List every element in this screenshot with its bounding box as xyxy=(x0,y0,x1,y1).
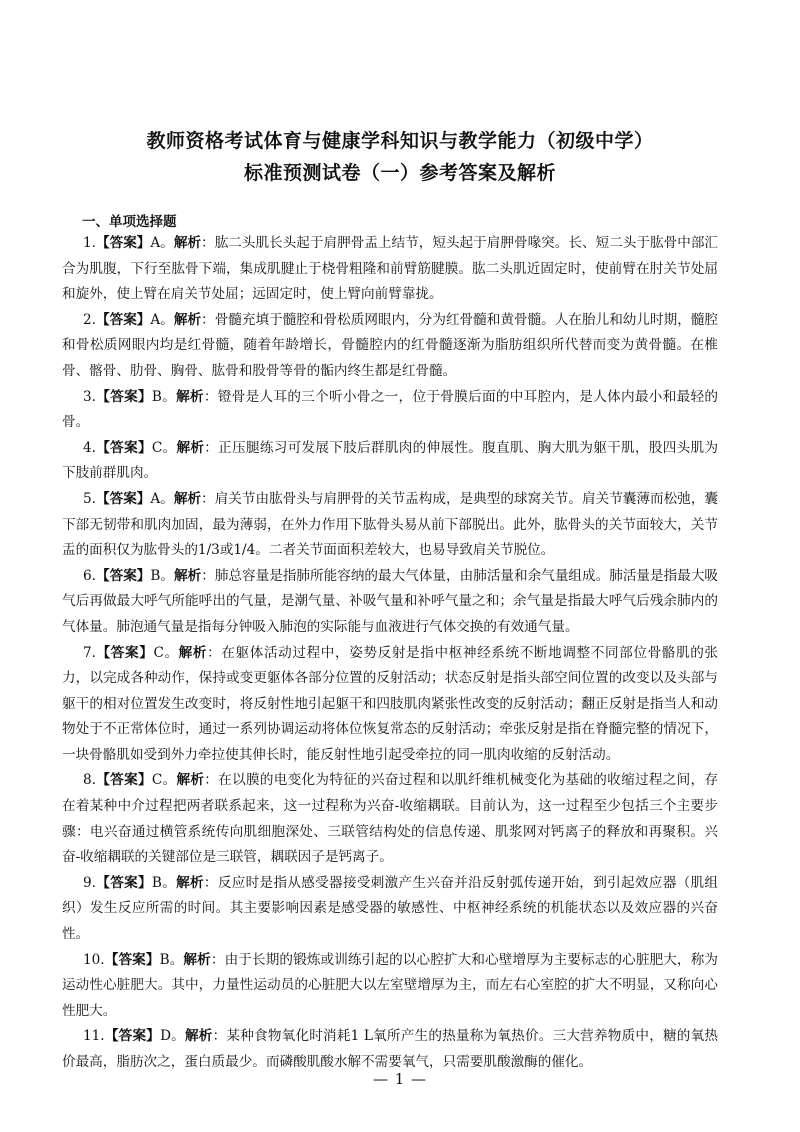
answer-tag: 【答案】 xyxy=(95,439,152,456)
question-number: 2. xyxy=(83,311,96,328)
page-number: — 1 — xyxy=(372,1070,428,1088)
question-number: 9. xyxy=(83,874,96,891)
answer-choice: D。 xyxy=(160,1028,185,1045)
answer-item: 10.【答案】B。解析：由于长期的锻炼或训练引起的以心腔扩大和心壁增厚为主要标志的心脏肥大，称为运动性心脏肥大。其中，力量性运动员的心脏肥大以左室壁增厚为主，而左右心室腔的扩大不明显，又称向心性肥大。 xyxy=(62,951,719,1019)
question-number: 10. xyxy=(83,951,105,968)
analysis-text: 镫骨是人耳的三个听小骨之一，位于骨膜后面的中耳腔内，是人体内最小和最轻的骨。 xyxy=(62,388,719,431)
answer-item: 11.【答案】D。解析：某种食物氧化时消耗1 L氧所产生的热量称为氧热价。三大营养物质中，糖的氧热价最高，脂肪次之，蛋白质最少。而磷酸肌酸水解不需要氧气，只需要肌酸激酶的催化。 xyxy=(62,1028,719,1070)
answer-item: 4.【答案】C。解析：正压腿练习可发展下肢后群肌肉的伸展性。腹直肌、胸大肌为躯干肌，股四头肌为下肢前群肌肉。 xyxy=(62,439,719,482)
analysis-text: 肩关节由肱骨头与肩胛骨的关节盂构成，是典型的球窝关节。肩关节囊薄而松弛，囊下部无韧带和肌肉加固，最为薄弱，在外力作用下肱骨头易从前下部脱出。此外，肱骨头的关节面较大，关节盂的面积仅为肱骨头的1/3或1/4。二者关节面面积差较大，也易导致肩关节脱位。 xyxy=(62,490,719,559)
answer-tag: 【答案】 xyxy=(95,874,152,891)
answer-choice: A。 xyxy=(150,311,174,328)
analysis-text: 正压腿练习可发展下肢后群肌肉的伸展性。腹直肌、胸大肌为躯干肌，股四头肌为下肢前群肌肉。 xyxy=(62,439,719,482)
answer-tag: 【答案】 xyxy=(95,772,152,789)
question-number: 1. xyxy=(83,235,96,251)
section-heading: 一、单项选择题 xyxy=(82,214,177,230)
answer-item: 1.【答案】A。解析：肱二头肌长头起于肩胛骨盂上结节，短头起于肩胛骨喙突。长、短二头于肱骨中部汇合为肌腹，下行至肱骨下端，集成肌腱止于桡骨粗隆和前臂筋腱膜。肱二头肌近固定时，使前臂在肘关节处屈和旋外，使上臂在肩关节处屈；远固定时，使上臂向前臂靠拢。 xyxy=(62,235,719,303)
analysis-text: 由于长期的锻炼或训练引起的以心腔扩大和心壁增厚为主要标志的心脏肥大，称为运动性心脏肥大。其中，力量性运动员的心脏肥大以左室壁增厚为主，而左右心室腔的扩大不明显，又称向心性肥大。 xyxy=(62,951,719,1019)
analysis-text: 骨髓充填于髓腔和骨松质网眼内，分为红骨髓和黄骨髓。人在胎儿和幼儿时期，髓腔和骨松质网眼内均是红骨髓，随着年龄增长，骨髓腔内的红骨髓逐渐为脂肪组织所代替而变为黄骨髓。在椎骨、髂骨、肋骨、胸骨、肱骨和股骨等骨的骺内终生都是红骨髓。 xyxy=(62,311,719,379)
answer-tag: 【答案】 xyxy=(104,951,160,968)
document-title: 教师资格考试体育与健康学科知识与教学能力（初级中学） xyxy=(146,130,654,152)
analysis-label: 解析 xyxy=(173,311,202,328)
analysis-text: 反应时是指从感受器接受刺激产生兴奋并沿反射弧传递开始，到引起效应器（肌组织）发生反应所需的时间。其主要影响因素是感受器的敏感性、中枢神经系统的机能状态以及效应器的兴奋性。 xyxy=(62,874,719,943)
question-number: 4. xyxy=(83,439,96,456)
analysis-label: 解析 xyxy=(183,951,211,968)
question-number: 3. xyxy=(83,388,96,405)
answer-item: 6.【答案】B。解析：肺总容量是指肺所能容纳的最大气体量，由肺活量和余气量组成。肺活量是指最大吸气后再做最大呼气所能呼出的气量，是潮气量、补吸气量和补呼气量之和；余气量是指最大呼气后残余肺内的气体量。肺泡通气量是指每分钟吸入肺泡的实际能与血液进行气体交换的有效通气量。 xyxy=(62,567,719,635)
analysis-label: 解析 xyxy=(174,567,202,584)
answer-item: 7.【答案】C。解析：在躯体活动过程中，姿势反射是指中枢神经系统不断地调整不同部位骨骼肌的张力，以完成各种动作，保持或变更躯体各部分位置的反射活动；状态反射是指头部空间位置的改变以及头部与躯干的相对位置发生改变时，将反射性地引起躯干和四肢肌肉紧张性改变的反射活动；翻正反射是指当人和动物处于不正常体位时，通过一系列协调运动将体位恢复常态的反射活动；牵张反射是指在脊髓完整的情况下，一块骨骼肌如受到外力牵拉使其伸长时，能反射性地引起受牵拉的同一肌肉收缩的反射活动。 xyxy=(62,644,719,763)
analysis-text: 某种食物氧化时消耗1 L氧所产生的热量称为氧热价。三大营养物质中，糖的氧热价最高，脂肪次之，蛋白质最少。而磷酸肌酸水解不需要氧气，只需要肌酸激酶的催化。 xyxy=(62,1028,719,1070)
answer-choice: C。 xyxy=(151,772,177,789)
question-number: 7. xyxy=(83,644,96,661)
answer-item: 5.【答案】A。解析：肩关节由肱骨头与肩胛骨的关节盂构成，是典型的球窝关节。肩关节囊薄而松弛，囊下部无韧带和肌肉加固，最为薄弱，在外力作用下肱骨头易从前下部脱出。此外，肱骨头的关节面较大，关节盂的面积仅为肱骨头的1/3或1/4。二者关节面面积差较大，也易导致肩关节脱位。 xyxy=(62,490,719,559)
answer-tag: 【答案】 xyxy=(95,311,151,328)
analysis-label: 解析 xyxy=(176,874,204,891)
answer-choice: B。 xyxy=(150,567,175,584)
answer-choice: B。 xyxy=(151,874,177,891)
analysis-label: 解析 xyxy=(173,235,202,251)
question-number: 6. xyxy=(83,567,96,584)
question-number: 5. xyxy=(83,490,96,507)
analysis-label: 解析 xyxy=(178,644,208,661)
answer-choice: B。 xyxy=(151,388,177,405)
answer-item: 2.【答案】A。解析：骨髓充填于髓腔和骨松质网眼内，分为红骨髓和黄骨髓。人在胎儿和幼儿时期，髓腔和骨松质网眼内均是红骨髓，随着年龄增长，骨髓腔内的红骨髓逐渐为脂肪组织所代替而变为黄骨髓。在椎骨、髂骨、肋骨、胸骨、肱骨和股骨等骨的骺内终生都是红骨髓。 xyxy=(62,311,719,379)
analysis-label: 解析 xyxy=(173,490,202,507)
answer-item: 3.【答案】B。解析：镫骨是人耳的三个听小骨之一，位于骨膜后面的中耳腔内，是人体内最小和最轻的骨。 xyxy=(62,388,719,431)
analysis-text: 肺总容量是指肺所能容纳的最大气体量，由肺活量和余气量组成。肺活量是指最大吸气后再做最大呼气所能呼出的气量，是潮气量、补吸气量和补呼气量之和；余气量是指最大呼气后残余肺内的气体量。肺泡通气量是指每分钟吸入肺泡的实际能与血液进行气体交换的有效通气量。 xyxy=(62,567,719,635)
answer-list xyxy=(62,231,718,1076)
answer-choice: B。 xyxy=(159,951,184,968)
answer-choice: A。 xyxy=(150,235,174,251)
analysis-label: 解析 xyxy=(176,772,205,789)
answer-tag: 【答案】 xyxy=(95,235,151,251)
analysis-text: 肱二头肌长头起于肩胛骨盂上结节，短头起于肩胛骨喙突。长、短二头于肱骨中部汇合为肌腹，下行至肱骨下端，集成肌腱止于桡骨粗隆和前臂筋腱膜。肱二头肌近固定时，使前臂在肘关节处屈和旋外，使上臂在肩关节处屈；远固定时，使上臂向前臂靠拢。 xyxy=(62,235,719,303)
answer-item: 9.【答案】B。解析：反应时是指从感受器接受刺激产生兴奋并沿反射弧传递开始，到引起效应器（肌组织）发生反应所需的时间。其主要影响因素是感受器的敏感性、中枢神经系统的机能状态以及效应器的兴奋性。 xyxy=(62,874,719,943)
analysis-label: 解析 xyxy=(176,388,204,405)
analysis-text: 在躯体活动过程中，姿势反射是指中枢神经系统不断地调整不同部位骨骼肌的张力，以完成各种动作，保持或变更躯体各部分位置的反射活动；状态反射是指头部空间位置的改变以及头部与躯干的相对位置发生改变时，将反射性地引起躯干和四肢肌肉紧张性改变的反射活动；翻正反射是指当人和动物处于不正常体位时，通过一系列协调运动将体位恢复常态的反射活动；牵张反射是指在脊髓完整的情况下，一块骨骼肌如受到外力牵拉使其伸长时，能反射性地引起受牵拉的同一肌肉收缩的反射活动。 xyxy=(62,644,719,763)
answer-tag: 【答案】 xyxy=(95,644,154,661)
answer-choice: A。 xyxy=(150,490,174,507)
analysis-label: 解析 xyxy=(176,439,205,456)
question-number: 8. xyxy=(83,772,96,789)
answer-choice: C。 xyxy=(151,439,177,456)
document-subtitle: 标准预测试卷（一）参考答案及解析 xyxy=(243,162,556,184)
answer-tag: 【答案】 xyxy=(95,567,151,584)
analysis-label: 解析 xyxy=(184,1028,213,1045)
answer-tag: 【答案】 xyxy=(95,490,151,507)
answer-item: 8.【答案】C。解析：在以膜的电变化为特征的兴奋过程和以肌纤维机械变化为基础的收缩过程之间，存在着某种中介过程把两者联系起来，这一过程称为兴奋-收缩耦联。目前认为，这一过程至少包括三个主要步骤：电兴奋通过横管系统传向肌细胞深处、三联管结构处的信息传递、肌浆网对钙离子的释放和再聚积。兴奋-收缩耦联的关键部位是三联管，耦联因子是钙离子。 xyxy=(62,772,719,866)
answer-choice: C。 xyxy=(153,644,179,661)
question-number: 11. xyxy=(83,1028,105,1045)
answer-tag: 【答案】 xyxy=(104,1028,161,1045)
analysis-text: 在以膜的电变化为特征的兴奋过程和以肌纤维机械变化为基础的收缩过程之间，存在着某种中介过程把两者联系起来，这一过程称为兴奋-收缩耦联。目前认为，这一过程至少包括三个主要步骤：电兴奋通过横管系统传向肌细胞深处、三联管结构处的信息传递、肌浆网对钙离子的释放和再聚积。兴奋-收缩耦联的关键部位是三联管，耦联因子是钙离子。 xyxy=(62,772,719,866)
answer-tag: 【答案】 xyxy=(95,388,152,405)
